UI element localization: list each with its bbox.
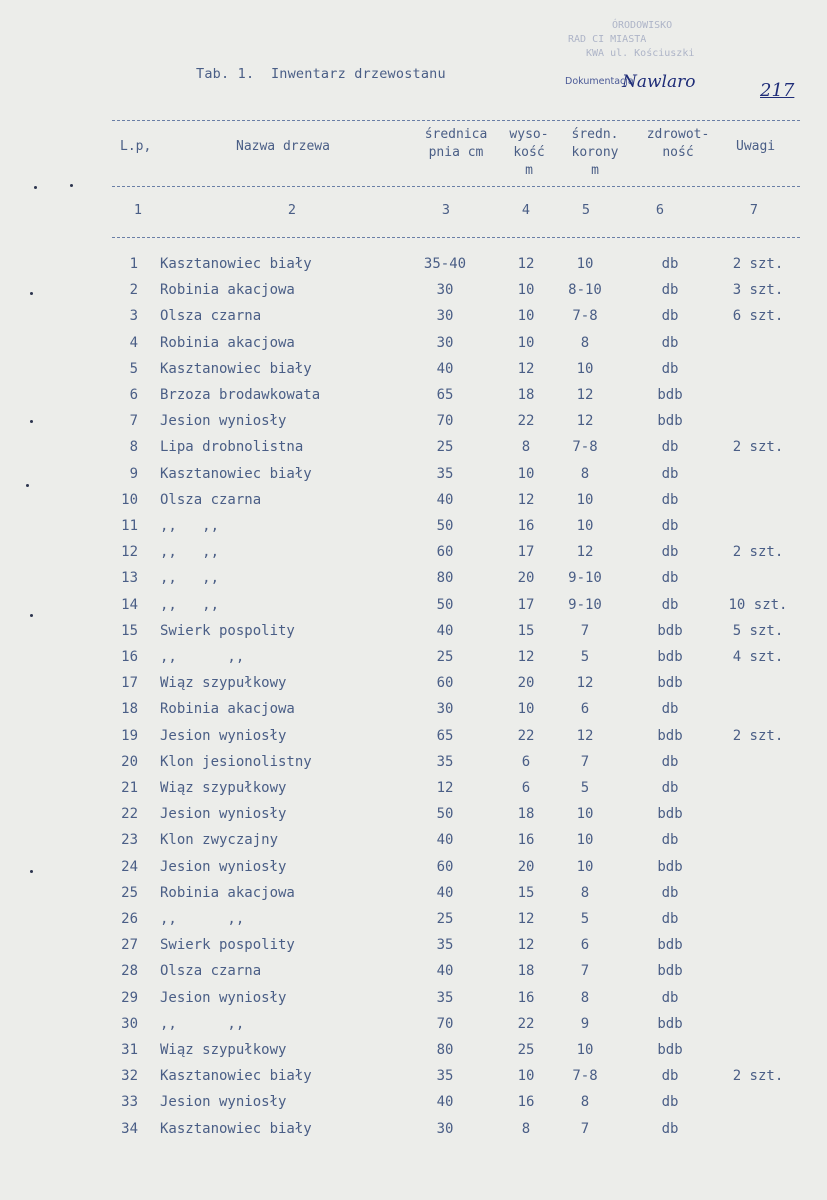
crown-diameter: 10 [576,806,594,823]
tree-height: 18 [517,963,535,980]
table-row [0,728,827,754]
row-number: 3 [129,308,138,325]
row-number: 24 [121,858,138,875]
header-height: wyso- kość m [509,127,549,178]
table-row [0,990,827,1016]
row-number: 18 [121,701,138,718]
row-number: 14 [121,596,138,613]
row-number: 25 [121,884,138,901]
health-status: db [661,753,679,770]
health-status: db [661,491,679,508]
crown-diameter: 10 [576,360,594,377]
table-row [0,937,827,963]
row-number: 10 [121,491,138,508]
tree-name: ,, ,, [160,570,220,587]
crown-diameter: 8 [580,465,590,482]
tree-name: Olsza czarna [160,308,262,325]
row-number: 27 [121,937,138,954]
health-status: bdb [657,622,683,639]
health-status: bdb [657,1015,683,1032]
tree-height: 12 [517,649,535,665]
crown-diameter: 10 [576,256,594,272]
table-row [0,439,827,465]
health-status: db [661,884,679,901]
trunk-diameter: 80 [436,1042,454,1058]
health-status: db [661,570,679,587]
health-status: bdb [657,937,683,954]
trunk-diameter: 30 [436,282,454,299]
table-row [0,780,827,806]
table-row [0,1016,827,1042]
notes: 2 szt. [732,1068,784,1085]
crown-diameter: 12 [576,675,594,692]
crown-diameter: 12 [576,544,594,561]
crown-diameter: 9 [580,1015,590,1032]
crown-diameter: 7-8 [572,1068,598,1085]
tree-name: Jesion wyniosły [160,1094,287,1111]
health-status: db [661,701,679,718]
trunk-diameter: 30 [436,334,454,351]
tree-height: 16 [517,1094,535,1111]
health-status: bdb [657,649,683,665]
trunk-diameter: 35 [436,1068,454,1085]
tree-name: Robinia akacjowa [160,701,295,718]
crown-diameter: 8 [580,334,590,351]
table-row [0,308,827,334]
health-status: bdb [657,1042,683,1058]
health-status: bdb [657,858,683,875]
health-status: db [661,1068,679,1085]
tree-name: Olsza czarna [160,963,262,980]
trunk-diameter: 40 [436,360,454,377]
health-status: db [661,544,679,561]
health-status: bdb [657,727,683,744]
header-notes: Uwagi [736,139,776,154]
health-status: bdb [657,413,683,430]
tree-name: Jesion wyniosły [160,989,287,1006]
tree-height: 8 [521,439,531,456]
tree-name: ,, ,, [160,596,220,613]
tree-height: 12 [517,360,535,377]
crown-diameter: 10 [576,1042,594,1058]
health-status: bdb [657,675,683,692]
trunk-diameter: 50 [436,596,454,613]
tree-height: 17 [517,596,535,613]
stamp-line-1: ÓRODOWISKO [612,20,673,31]
tree-name: Wiąz szypułkowy [160,1042,287,1058]
tree-height: 10 [517,308,535,325]
tree-height: 6 [521,753,531,770]
trunk-diameter: 65 [436,727,454,744]
row-number: 28 [121,963,138,980]
table-row [0,1042,827,1068]
column-number: 2 [287,202,297,218]
health-status: db [661,334,679,351]
row-number: 11 [121,518,138,534]
health-status: db [661,465,679,482]
table-row [0,361,827,387]
tree-height: 20 [517,570,535,587]
crown-diameter: 5 [580,780,590,796]
trunk-diameter: 25 [436,911,454,927]
table-row [0,806,827,832]
column-number: 1 [133,202,143,218]
tree-height: 18 [517,387,535,403]
tree-height: 10 [517,282,535,299]
tree-name: Wiąz szypułkowy [160,780,287,796]
trunk-diameter: 50 [436,518,454,534]
trunk-diameter: 12 [436,780,454,796]
row-number: 19 [121,727,138,744]
table-row [0,544,827,570]
tree-height: 12 [517,937,535,954]
trunk-diameter: 60 [436,858,454,875]
tree-height: 6 [521,780,531,796]
row-number: 21 [121,780,138,796]
crown-diameter: 10 [576,518,594,534]
row-number: 9 [129,465,138,482]
row-number: 32 [121,1068,138,1085]
tree-height: 10 [517,334,535,351]
notes: 10 szt. [728,596,788,613]
tree-name: Jesion wyniosły [160,727,287,744]
trunk-diameter: 50 [436,806,454,823]
crown-diameter: 7 [580,963,590,980]
tree-name: ,, ,, [160,544,220,561]
crown-diameter: 9-10 [568,596,602,613]
trunk-diameter: 80 [436,570,454,587]
column-number-rule [112,237,800,238]
notes: 2 szt. [732,544,784,561]
tree-name: Kasztanowiec biały [160,1068,312,1085]
row-number: 16 [121,649,138,665]
table-row [0,518,827,544]
tree-height: 17 [517,544,535,561]
health-status: db [661,256,679,272]
notes: 6 szt. [732,308,784,325]
row-number: 23 [121,832,138,849]
tree-name: Kasztanowiec biały [160,360,312,377]
crown-diameter: 12 [576,727,594,744]
crown-diameter: 7-8 [572,439,598,456]
notes: 4 szt. [732,649,784,665]
tree-name: ,, ,, [160,1015,245,1032]
crown-diameter: 8 [580,884,590,901]
row-number: 2 [129,282,138,299]
tree-name: Brzoza brodawkowata [160,387,321,403]
trunk-diameter: 40 [436,963,454,980]
tree-name: Lipa drobnolistna [160,439,304,456]
health-status: db [661,518,679,534]
tree-name: Robinia akacjowa [160,334,295,351]
stamp-line-3: KWA ul. Kościuszki [586,48,695,59]
trunk-diameter: 35-40 [423,256,467,272]
crown-diameter: 5 [580,911,590,927]
row-number: 22 [121,806,138,823]
tree-name: Robinia akacjowa [160,282,295,299]
table-row [0,649,827,675]
table-row [0,1094,827,1120]
tree-name: Olsza czarna [160,491,262,508]
tree-name: Kasztanowiec biały [160,1120,312,1137]
health-status: db [661,1120,679,1137]
trunk-diameter: 40 [436,622,454,639]
notes: 2 szt. [732,727,784,744]
tree-height: 12 [517,256,535,272]
header-health: zdrowot- ność [646,127,710,160]
crown-diameter: 6 [580,937,590,954]
row-number: 1 [129,256,138,272]
table-row [0,701,827,727]
table-row [0,963,827,989]
table-row [0,1068,827,1094]
trunk-diameter: 70 [436,413,454,430]
tree-name: ,, ,, [160,911,245,927]
trunk-diameter: 25 [436,649,454,665]
trunk-diameter: 35 [436,465,454,482]
row-number: 17 [121,675,138,692]
crown-diameter: 10 [576,858,594,875]
crown-diameter: 12 [576,387,594,403]
row-number: 4 [129,334,138,351]
notes: 2 szt. [732,439,784,456]
tree-height: 22 [517,727,535,744]
tree-name: Kasztanowiec biały [160,465,312,482]
table-row [0,466,827,492]
trunk-diameter: 70 [436,1015,454,1032]
row-number: 31 [121,1042,138,1058]
trunk-diameter: 40 [436,884,454,901]
tree-height: 25 [517,1042,535,1058]
tree-height: 20 [517,675,535,692]
row-number: 12 [121,544,138,561]
column-number: 7 [749,202,759,218]
table-row [0,832,827,858]
tree-height: 12 [517,491,535,508]
column-number: 3 [441,202,451,218]
table-row [0,387,827,413]
crown-diameter: 8-10 [568,282,602,299]
row-number: 34 [121,1120,138,1137]
tree-name: ,, ,, [160,518,220,534]
crown-diameter: 10 [576,832,594,849]
tree-height: 8 [521,1120,531,1137]
table-row [0,282,827,308]
header-lp: L.p, [120,139,152,154]
tree-height: 18 [517,806,535,823]
tree-height: 16 [517,832,535,849]
health-status: db [661,832,679,849]
trunk-diameter: 25 [436,439,454,456]
tree-height: 16 [517,989,535,1006]
crown-diameter: 7 [580,1120,590,1137]
health-status: db [661,308,679,325]
health-status: db [661,780,679,796]
trunk-diameter: 40 [436,1094,454,1111]
tree-name: Kasztanowiec biały [160,256,312,272]
row-number: 15 [121,622,138,639]
tree-name: Swierk pospolity [160,622,295,639]
notes: 2 szt. [732,256,784,272]
table-title: Tab. 1. Inwentarz drzewostanu [196,66,446,82]
header-crown: średn. korony m [571,127,619,178]
trunk-diameter: 30 [436,701,454,718]
health-status: db [661,439,679,456]
trunk-diameter: 35 [436,937,454,954]
tree-name: Swierk pospolity [160,937,295,954]
notes: 3 szt. [732,282,784,299]
crown-diameter: 6 [580,701,590,718]
table-row [0,675,827,701]
table-row [0,1121,827,1147]
tree-height: 15 [517,622,535,639]
crown-diameter: 5 [580,649,590,665]
table-row [0,754,827,780]
tree-name: Klon zwyczajny [160,832,279,849]
row-number: 6 [129,387,138,403]
trunk-diameter: 30 [436,308,454,325]
stamp-line-2: RAD CI MIASTA [568,34,647,45]
health-status: db [661,911,679,927]
row-number: 5 [129,360,138,377]
row-number: 7 [129,413,138,430]
tree-name: Robinia akacjowa [160,884,295,901]
row-number: 13 [121,570,138,587]
row-number: 20 [121,753,138,770]
health-status: bdb [657,963,683,980]
table-row [0,492,827,518]
health-status: db [661,360,679,377]
tree-name: Klon jesionolistny [160,753,312,770]
header-diameter: średnica pnia cm [424,127,488,160]
tree-height: 15 [517,884,535,901]
tree-height: 12 [517,911,535,927]
row-number: 26 [121,911,138,927]
trunk-diameter: 60 [436,544,454,561]
health-status: bdb [657,806,683,823]
health-status: db [661,282,679,299]
tree-height: 10 [517,1068,535,1085]
stamp-printed-text: Dokumentacja [565,76,634,87]
column-number: 5 [581,202,591,218]
table-row [0,597,827,623]
health-status: db [661,989,679,1006]
trunk-diameter: 35 [436,989,454,1006]
crown-diameter: 8 [580,1094,590,1111]
trunk-diameter: 65 [436,387,454,403]
table-row [0,413,827,439]
tree-height: 16 [517,518,535,534]
crown-diameter: 9-10 [568,570,602,587]
row-number: 29 [121,989,138,1006]
tree-height: 20 [517,858,535,875]
health-status: db [661,1094,679,1111]
handwritten-signature: Nawlaro [622,72,696,92]
health-status: bdb [657,387,683,403]
tree-name: Wiąz szypułkowy [160,675,287,692]
table-row [0,256,827,282]
table-row [0,623,827,649]
header-rule [112,186,800,187]
tree-name: Jesion wyniosły [160,858,287,875]
top-rule [112,120,800,121]
table-row [0,570,827,596]
page-number: 217 [760,80,795,101]
notes: 5 szt. [732,622,784,639]
tree-name: Jesion wyniosły [160,413,287,430]
crown-diameter: 7-8 [572,308,598,325]
table-row [0,911,827,937]
trunk-diameter: 40 [436,491,454,508]
column-number: 4 [521,202,531,218]
trunk-diameter: 35 [436,753,454,770]
table-row [0,335,827,361]
health-status: db [661,596,679,613]
table-row [0,885,827,911]
tree-name: ,, ,, [160,649,245,665]
trunk-diameter: 40 [436,832,454,849]
header-name: Nazwa drzewa [236,139,330,154]
row-number: 8 [129,439,138,456]
trunk-diameter: 30 [436,1120,454,1137]
crown-diameter: 8 [580,989,590,1006]
tree-height: 22 [517,1015,535,1032]
crown-diameter: 12 [576,413,594,430]
crown-diameter: 10 [576,491,594,508]
tree-height: 10 [517,465,535,482]
row-number: 33 [121,1094,138,1111]
crown-diameter: 7 [580,622,590,639]
crown-diameter: 7 [580,753,590,770]
tree-height: 22 [517,413,535,430]
column-number: 6 [655,202,665,218]
table-row [0,859,827,885]
row-number: 30 [121,1015,138,1032]
tree-name: Jesion wyniosły [160,806,287,823]
archive-stamp [564,18,802,110]
trunk-diameter: 60 [436,675,454,692]
tree-height: 10 [517,701,535,718]
